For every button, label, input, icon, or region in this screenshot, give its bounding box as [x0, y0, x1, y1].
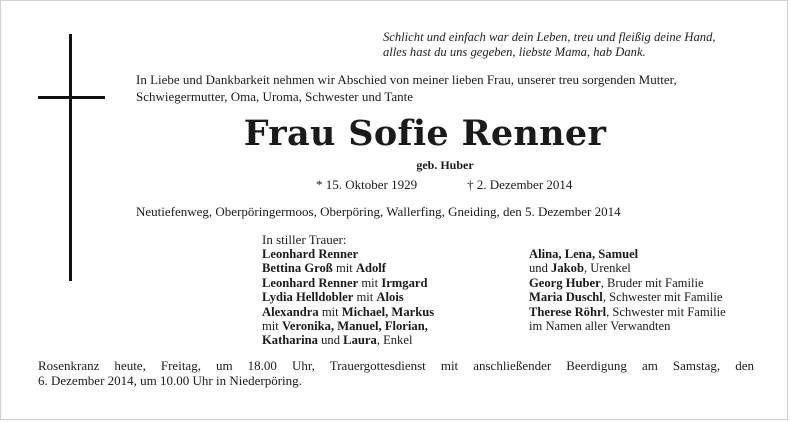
cross-horizontal-bar [38, 96, 105, 99]
mourner-relation: , Schwester mit Familie [602, 290, 723, 305]
mourner-line [529, 247, 726, 261]
mourner-name: Irmgard [381, 275, 428, 290]
mourner-relation: , Urenkel [583, 261, 631, 276]
mourner-relation: , Enkel [376, 333, 413, 348]
mourner-relation: und [529, 261, 552, 276]
mourner-line [262, 247, 434, 261]
mourner-name: Michael, Markus [341, 304, 435, 319]
mourner-line [262, 319, 434, 333]
mourners-left-column [262, 247, 434, 348]
mourning-label: In stiller Trauer: [262, 232, 347, 247]
mourner-name: Laura [343, 333, 377, 348]
mourner-name: Maria Duschl [529, 290, 603, 305]
mourner-relation: , Bruder mit Familie [600, 275, 704, 290]
quote-line: alles hast du uns gegeben, liebste Mama, hab Dank. [383, 45, 646, 59]
mourner-line [262, 276, 434, 290]
deceased-name: Frau Sofie Renner [243, 113, 607, 154]
birth-date: * 15. Oktober 1929 [316, 177, 418, 192]
intro-line: Schwiegermutter, Oma, Uroma, Schwester und Tante [136, 89, 414, 104]
funeral-info-line: 6. Dezember 2014, um 10.00 Uhr in Niederpöring. [38, 373, 302, 388]
memorial-quote [383, 30, 773, 60]
mourner-relation: im Namen aller Verwandten [529, 319, 671, 334]
places-and-date: Neutiefenweg, Oberpöringermoos, Oberpöring, Wallerfing, Gneiding, den 5. Dezember 2014 [136, 204, 621, 219]
mourner-name: Georg Huber [529, 275, 601, 290]
mourner-name: Jakob [551, 261, 584, 276]
intro-text [136, 71, 776, 105]
mourner-line [262, 333, 434, 347]
mourner-relation: mit [358, 275, 382, 290]
intro-line: In Liebe und Dankbarkeit nehmen wir Abschied von meiner lieben Frau, unserer treu sorgenden Mutter, [136, 72, 677, 87]
mourner-name: Katharina [262, 333, 318, 348]
mourner-line [262, 261, 434, 275]
mourner-name: Lydia Helldobler [262, 290, 354, 305]
mourner-line [262, 305, 434, 319]
mourner-line [529, 305, 726, 319]
mourner-relation: mit [353, 290, 377, 305]
birth-name: geb. Huber [416, 158, 474, 172]
mourner-name: Bettina Groß [262, 261, 333, 276]
mourner-relation: mit [332, 261, 356, 276]
quote-line: Schlicht und einfach war dein Leben, treu und fleißig deine Hand, [383, 30, 716, 44]
mourner-name: Therese Röhrl [529, 304, 607, 319]
mourner-name: Alina, Lena, Samuel [529, 247, 639, 261]
mourner-name: Alexandra [262, 304, 319, 319]
death-date: † 2. Dezember 2014 [467, 177, 573, 192]
mourner-name: Leonhard Renner [262, 247, 359, 261]
mourner-line [262, 290, 434, 304]
mourner-name: Alois [376, 290, 404, 305]
mourner-relation: und [317, 333, 344, 348]
mourner-name: Veronika, Manuel, Florian, [281, 319, 428, 334]
mourner-line [529, 319, 726, 333]
mourner-line [529, 261, 726, 275]
mourner-relation: mit [318, 304, 342, 319]
funeral-info-line: Rosenkranz heute, Freitag, um 18.00 Uhr, Trauergottesdienst mit anschließender Beerdigung am Samstag, den [38, 358, 754, 373]
mourner-name: Adolf [355, 261, 386, 276]
mourner-line [529, 290, 726, 304]
mourner-relation: mit [262, 319, 282, 334]
mourner-name: Leonhard Renner [262, 275, 359, 290]
mourners-right-column [529, 247, 726, 333]
mourner-relation: , Schwester mit Familie [606, 304, 726, 319]
funeral-info [38, 358, 754, 388]
mourner-line [529, 276, 726, 290]
